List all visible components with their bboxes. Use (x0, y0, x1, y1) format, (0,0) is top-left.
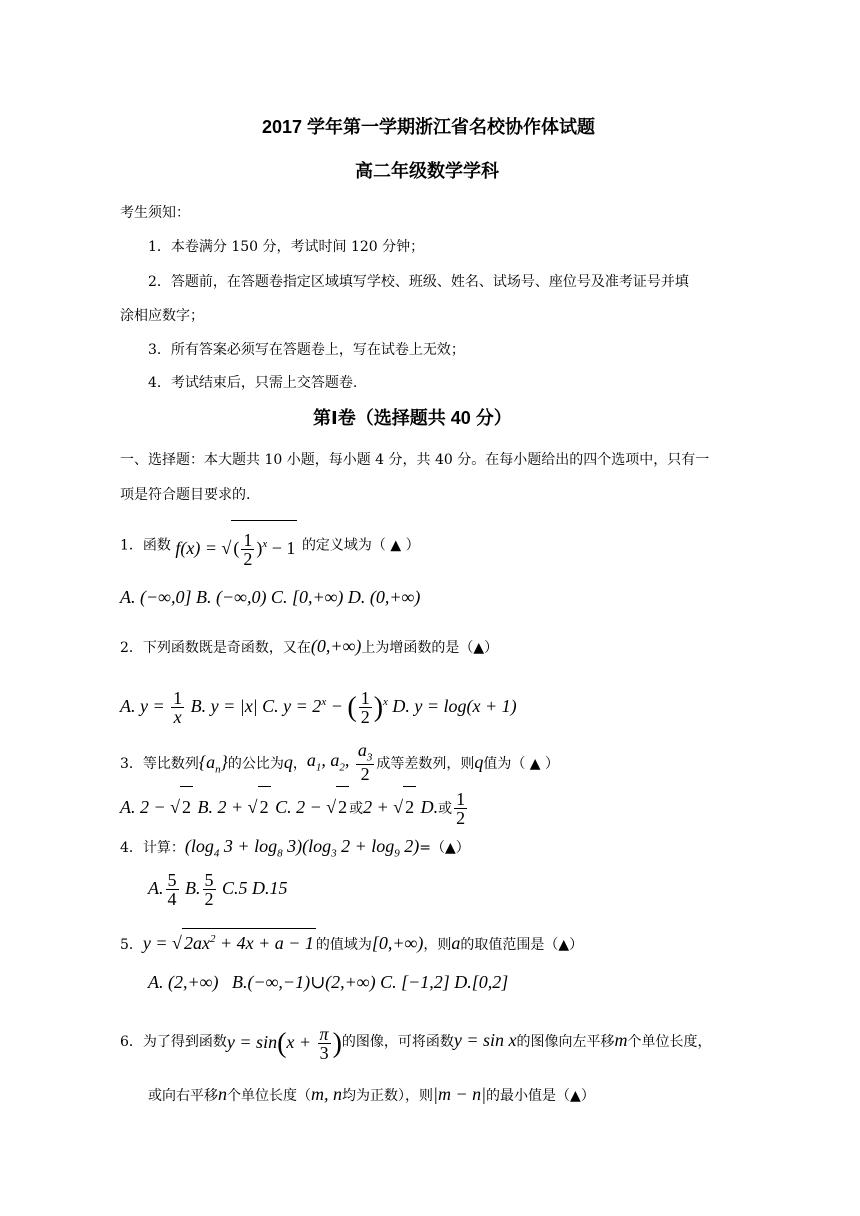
question-text: 的值域为 (315, 937, 372, 953)
notice-item: 3．所有答案必须写在答题卷上，写在试卷上无效； (148, 342, 465, 358)
question-text: 的图像向左平移 (516, 1034, 615, 1050)
q5-interval: [0,+∞) (371, 933, 424, 953)
notice-item: 涂相应数字； (120, 308, 204, 324)
q3-sequence: $\{a_n\}$ (198, 751, 228, 776)
notice-item: 1．本卷满分 150 分，考试时间 120 分钟； (148, 239, 425, 255)
section-intro: 一、选择题：本大题共 10 小题，每小题 4 分，共 40 分。在每小题给出的四个选项中，只有一 (120, 452, 710, 468)
q6-abs: |m − n| (433, 1084, 487, 1104)
question-3: 3．等比数列$\{a_n\}$的公比为q，$a_1$, $a_2$, $\frac{a_3}{2}$ 成等差数列，则q值为（ ▲ ） (120, 740, 559, 784)
q3-options: A. 2 − √ 2 B. 2 + √ 2 C. 2 − √ 2 或2 + √ 2 D.或 $\frac{1}{2}$ (120, 786, 469, 829)
q1-options: A. (−∞,0] B. (−∞,0) C. [0,+∞) D. (0,+∞) (120, 587, 421, 607)
question-number: 1．函数 (120, 537, 171, 554)
q3-ratio: q (283, 751, 293, 772)
question-4 (120, 836, 470, 864)
question-text: 4．计算： (120, 840, 185, 856)
question-text: 6．为了得到函数 (120, 1034, 227, 1050)
q5-param: a (451, 933, 461, 953)
question-text: =（▲） (419, 840, 470, 856)
question-text: 个单位长度， (627, 1034, 712, 1050)
q6-source-function: y = sin x (453, 1030, 517, 1050)
section-intro: 项是符合题目要求的. (120, 487, 251, 503)
question-text: 的公比为 (227, 755, 284, 772)
question-2 (120, 636, 498, 658)
question-6 (120, 1018, 712, 1064)
question-6-line2 (148, 1084, 595, 1106)
exam-subtitle: 高二年级数学学科 (355, 161, 499, 181)
notice-heading: 考生须知： (120, 205, 190, 221)
question-text: 的定义域为（ ▲ ） (301, 537, 420, 554)
q5-options: A. (2,+∞) B.(−∞,−1)∪(2,+∞) C. [−1,2] D.[0,2] (148, 972, 509, 992)
question-text: ，则 (423, 937, 452, 953)
q6-target-function: y = sin(x + $\frac{\pi}{3}$ ) (226, 1024, 342, 1064)
question-text: 成等差数列，则 (376, 755, 475, 772)
q4-expression: ($\log_4$ $3 + \log_8 3)(\log_3$ $2 + \log_9 2$) (184, 836, 420, 860)
question-text: 3．等比数列 (120, 755, 199, 772)
question-text: 值为（ ▲ ） (483, 755, 559, 772)
question-text: 个单位长度（ (227, 1088, 311, 1104)
notice-item: 4．考试结束后，只需上交答题卷. (148, 375, 358, 391)
q3-ratio: q (474, 751, 484, 772)
q1-function: f(x) = √ ( $\frac{1}{2}$ )$^x$ − 1 (175, 538, 302, 558)
q4-options: A. $\frac{5}{4}$ B. $\frac{5}{2}$ C.5 D.15 (148, 870, 288, 910)
question-text: 或向右平移 (148, 1088, 218, 1104)
section-title: 第Ⅰ卷（选择题共 40 分） (313, 408, 512, 428)
q2-options: A. y = $\frac{1}{x}$ B. y = |x| C. $y = 2^x$ − ( $\frac{1}{2}$ )$^x$ D. y = log(x + 1) (120, 688, 517, 728)
q6-m: m (614, 1030, 628, 1050)
question-5 (120, 928, 583, 955)
question-text: 均为正数），则 (342, 1088, 433, 1104)
notice-item: 2．答题前，在答题卷指定区域填写学校、班级、姓名、试场号、座位号及准考证号并填 (148, 274, 689, 290)
question-text: 2．下列函数既是奇函数，又在 (120, 640, 311, 656)
question-text: 的取值范围是（▲） (460, 937, 584, 953)
question-text: 的图像，可将函数 (341, 1034, 454, 1050)
question-1 (120, 520, 420, 571)
question-text: 上为增函数的是（▲） (361, 640, 499, 656)
question-text: 的最小值是（▲） (486, 1088, 595, 1104)
exam-title: 2017 学年第一学期浙江省名校协作体试题 (262, 117, 596, 137)
q2-interval: (0,+∞) (310, 636, 362, 656)
question-number: 5． (120, 937, 143, 953)
q6-mn: m, n (311, 1084, 342, 1104)
q5-function: y = √ $2ax^2 + 4x + a - 1$ (143, 933, 316, 953)
q6-n: n (218, 1084, 227, 1104)
q3-terms: $a_1$, $a_2$, $\frac{a_3}{2}$ (306, 740, 373, 784)
